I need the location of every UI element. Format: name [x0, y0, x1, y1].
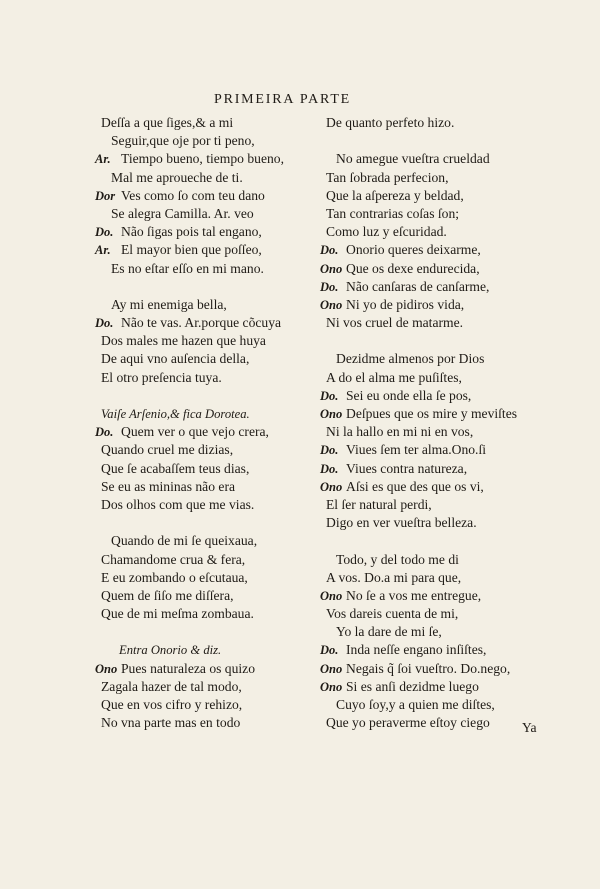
verse-text: Digo en ver vueſtra belleza. — [326, 515, 477, 531]
verse-text: Não te vas. Ar.porque cõcuya — [121, 315, 282, 331]
verse-line — [322, 551, 562, 569]
verse-line — [97, 660, 327, 678]
speaker-label: Do. — [95, 425, 114, 440]
verse-line — [97, 714, 327, 732]
verse-line — [97, 150, 327, 168]
verse-text: Tiempo bueno, tiempo bueno, — [121, 151, 284, 167]
verse-text: Viues ſem ter alma.Ono.ſi — [346, 442, 486, 458]
verse-text: Vaiſe Arſenio,& fica Dorotea. — [101, 407, 250, 421]
speaker-label: Ar. — [95, 243, 111, 258]
verse-line — [322, 241, 562, 259]
verse-line — [322, 460, 562, 478]
verse-line — [97, 369, 327, 387]
verse-text: Tan ſobrada perfecion, — [326, 169, 449, 185]
verse-text: Dos males me hazen que huya — [101, 333, 266, 349]
verse-text: Se alegra Camilla. Ar. veo — [111, 205, 254, 221]
verse-text: Deſſa a que ſiges,& a mi — [101, 115, 234, 130]
speaker-label: Ono — [320, 479, 343, 494]
verse-text: Que de mi meſma zombaua. — [101, 606, 254, 622]
verse-line — [97, 532, 327, 550]
verse-line — [97, 114, 327, 132]
verse-line — [322, 623, 562, 641]
verse-text: A do el alma me puſiſtes, — [326, 369, 462, 385]
stage-direction — [97, 405, 327, 423]
verse-text: Ni vos cruel de matarme. — [326, 315, 464, 331]
speaker-label: Ono — [95, 661, 118, 676]
verse-line — [97, 569, 327, 587]
speaker-label: Do. — [320, 443, 339, 458]
speaker-label: Do. — [320, 388, 339, 403]
verse-text: Todo, y del todo me di — [336, 551, 459, 567]
verse-text: Inda neſſe engano inſiſtes, — [346, 642, 487, 658]
verse-line — [322, 350, 562, 368]
speaker-label: Ar. — [95, 152, 111, 167]
verse-text: De aqui vno auſencia della, — [101, 351, 250, 367]
verse-text: Cuyo ſoy,y a quien me diſtes, — [336, 697, 495, 712]
verse-line — [97, 332, 327, 350]
verse-text: Vos dareis cuenta de mi, — [326, 606, 459, 622]
verse-text: Não ſigas pois tal engano, — [121, 224, 262, 240]
verse-text: Que ſe acabaſſem teus dias, — [101, 460, 250, 476]
verse-line — [322, 260, 562, 278]
verse-line — [322, 496, 562, 514]
verse-line — [97, 460, 327, 478]
speaker-label: Do. — [320, 243, 339, 258]
verse-text: Não canſaras de canſarme, — [346, 278, 490, 294]
speaker-label: Ono — [320, 588, 343, 603]
verse-text: Entra Onorio & diz. — [119, 643, 222, 658]
verse-line — [322, 169, 562, 187]
stanza-break — [322, 532, 562, 550]
verse-text: Que os dexe endurecida, — [346, 260, 480, 276]
stanza-break — [97, 514, 327, 532]
stage-direction — [97, 641, 327, 659]
verse-text: No amegue vueſtra crueldad — [336, 151, 490, 167]
verse-line — [97, 696, 327, 714]
verse-text: Negais q̃ ſoi vueſtro. Do.nego, — [346, 660, 511, 676]
verse-line — [322, 387, 562, 405]
verse-line — [97, 496, 327, 514]
verse-line — [322, 223, 562, 241]
verse-line — [97, 296, 327, 314]
verse-line — [322, 569, 562, 587]
verse-line — [322, 441, 562, 459]
verse-line — [322, 296, 562, 314]
verse-line — [97, 423, 327, 441]
verse-line — [322, 405, 562, 423]
verse-line — [322, 660, 562, 678]
verse-line — [322, 696, 562, 714]
verse-text: Ni la hallo en mi ni en vos, — [326, 424, 474, 440]
verse-text: Ay mi enemiga bella, — [111, 296, 227, 312]
speaker-label: Ono — [320, 679, 343, 694]
verse-line — [97, 223, 327, 241]
verse-line — [97, 441, 327, 459]
verse-line — [322, 114, 562, 132]
verse-line — [322, 605, 562, 623]
verse-text: Como luz y eſcuridad. — [326, 224, 447, 240]
verse-text: Zagala hazer de tal modo, — [101, 678, 242, 694]
verse-text: E eu zombando o eſcutaua, — [101, 569, 248, 585]
verse-line — [97, 205, 327, 223]
verse-text: Chamandome crua & fera, — [101, 551, 246, 567]
verse-text: Es no eſtar eſſo en mi mano. — [111, 260, 264, 276]
verse-text: De quanto perfeto hizo. — [326, 115, 455, 130]
verse-line — [322, 678, 562, 696]
verse-text: Aſsi es que des que os vi, — [346, 478, 484, 494]
verse-text: El ſer natural perdi, — [326, 496, 432, 512]
verse-text: Se eu as mininas não era — [101, 478, 236, 494]
verse-line — [97, 587, 327, 605]
left-column — [97, 114, 327, 732]
verse-line — [322, 150, 562, 168]
verse-line — [97, 551, 327, 569]
verse-text: Mal me aproueche de ti. — [111, 169, 243, 185]
verse-text: Tan contrarias coſas ſon; — [326, 205, 460, 221]
verse-line — [322, 278, 562, 296]
speaker-label: Do. — [95, 225, 114, 240]
verse-line — [97, 314, 327, 332]
speaker-label: Ono — [320, 661, 343, 676]
verse-text: Ves como ſo com teu dano — [121, 187, 265, 203]
stanza-break — [97, 387, 327, 405]
verse-text: Quem ver o que vejo crera, — [121, 424, 269, 440]
verse-line — [322, 205, 562, 223]
verse-line — [97, 605, 327, 623]
verse-text: Pues naturaleza os quizo — [121, 660, 256, 676]
verse-text: No vna parte mas en todo — [101, 715, 241, 731]
verse-text: Dos olhos com que me vias. — [101, 496, 255, 512]
verse-text: A vos. Do.a mi para que, — [326, 569, 462, 585]
catchword: Ya — [522, 720, 537, 735]
verse-line — [97, 169, 327, 187]
verse-text: Que yo peraverme eſtoy ciego — [326, 715, 490, 731]
verse-text: El mayor bien que poſſeo, — [121, 242, 262, 258]
verse-line — [97, 678, 327, 696]
speaker-label: Do. — [320, 461, 339, 476]
verse-text: Yo la dare de mi ſe, — [336, 624, 442, 640]
verse-line — [97, 132, 327, 150]
verse-line — [322, 423, 562, 441]
speaker-label: Ono — [320, 297, 343, 312]
verse-line — [97, 241, 327, 259]
verse-text: Que la aſpereza y beldad, — [326, 187, 464, 203]
verse-line — [322, 314, 562, 332]
verse-text: Dezidme almenos por Dios — [336, 351, 485, 367]
verse-line — [322, 187, 562, 205]
verse-line — [322, 587, 562, 605]
verse-text: Que en vos cifro y rehizo, — [101, 697, 243, 712]
running-header: PRIMEIRA PARTE — [214, 92, 352, 107]
verse-text: Sei eu onde ella ſe pos, — [346, 387, 472, 403]
stanza-break — [322, 332, 562, 350]
verse-line — [322, 478, 562, 496]
verse-line — [322, 641, 562, 659]
speaker-label: Do. — [320, 279, 339, 294]
verse-text: El otro preſencia tuya. — [101, 369, 222, 385]
speaker-label: Ono — [320, 407, 343, 421]
stanza-break — [97, 623, 327, 641]
verse-text: Si es anſi dezidme luego — [346, 678, 479, 694]
verse-line — [97, 260, 327, 278]
verse-line — [97, 187, 327, 205]
verse-line — [97, 350, 327, 368]
verse-text: Quando de mi ſe queixaua, — [111, 533, 258, 549]
verse-text: Viues contra natureza, — [346, 460, 468, 476]
verse-text: Deſpues que os mire y meviſtes — [346, 406, 518, 421]
verse-line — [322, 369, 562, 387]
right-column — [322, 114, 562, 732]
stanza-break — [97, 278, 327, 296]
verse-line — [322, 514, 562, 532]
verse-text: Seguir,que oje por ti peno, — [111, 133, 255, 149]
stanza-break — [322, 132, 562, 150]
speaker-label: Do. — [95, 316, 114, 331]
speaker-label: Ono — [320, 261, 343, 276]
verse-text: Onorio queres deixarme, — [346, 242, 481, 258]
verse-text: Quem de ſiſo me diſſera, — [101, 587, 234, 603]
verse-line — [97, 478, 327, 496]
verse-text: Ni yo de pidiros vida, — [346, 296, 465, 312]
speaker-label: Dor — [95, 188, 116, 203]
verse-text: Quando cruel me dizias, — [101, 442, 234, 458]
verse-text: No ſe a vos me entregue, — [346, 587, 482, 603]
speaker-label: Do. — [320, 643, 339, 658]
